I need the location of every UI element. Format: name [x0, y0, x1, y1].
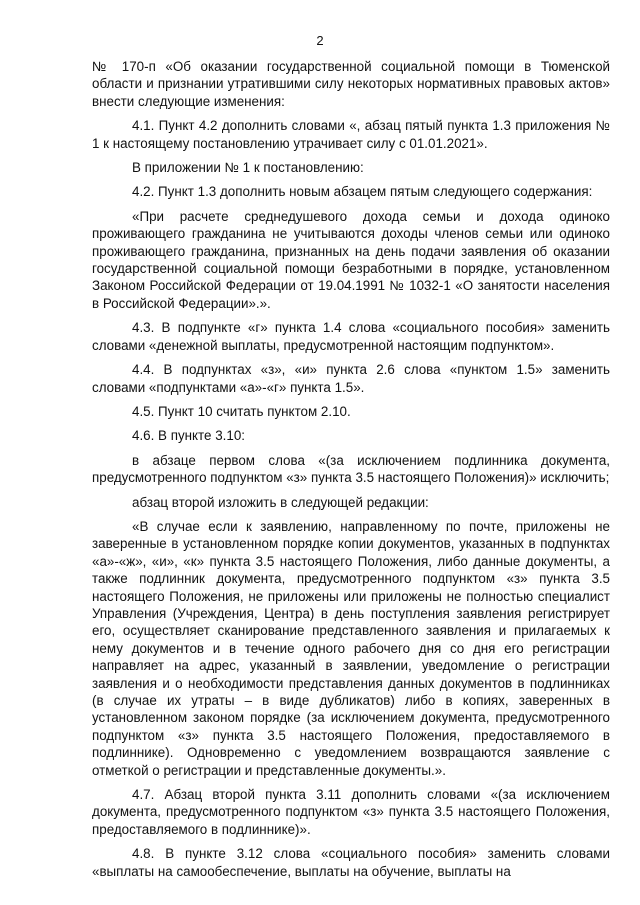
paragraph: абзац второй изложить в следующей редакции:	[132, 494, 429, 510]
paragraph: 4.3. В подпункте «г» пункта 1.4 слова «социального пособия» заменить словами «денежной выплаты, предусмотренной настоящим подпунктом».	[92, 320, 610, 353]
paragraph: «В случае если к заявлению, направленному по почте, приложены не заверенные в установленном порядке копии документов, указанных в подпунктах «а»-«ж», «и», «к» пункта 3.5 настоящего Положения, либо данные документы, а также подлинник документа, предусмотренного подпунктом «з» пункта 3.5 настоящего Положения, не приложены или приложены не полностью специалист Управления (Учреждения, Центра) в день поступления заявления регистрирует его, осуществляет сканирование представленного заявления и прилагаемых к нему документов и в течение одного рабочего дня со дня его регистрации направляет на адрес, указанный в заявлении, уведомление о регистрации заявления и о необходимости представления данных документов в подлинниках (в случае их утраты – в виде дубликатов) либо в копиях, заверенных в установленном законом порядке (за исключением документа, предусмотренного подпунктом «з» пункта 3.5 настоящего Положения, предоставляемого в подлиннике). Одновременно с уведомлением возвращаются заявление с отметкой о регистрации и представленные документы.».	[92, 518, 610, 778]
paragraph: 4.4. В подпунктах «з», «и» пункта 2.6 слова «пунктом 1.5» заменить словами «подпунктами «а»-«г» пункта 1.5».	[92, 362, 610, 395]
paragraph: 4.6. В пункте 3.10:	[132, 428, 245, 444]
paragraph: 4.8. В пункте 3.12 слова «социального пособия» заменить словами «выплаты на самообеспечение, выплаты на обучение, выплаты на	[92, 846, 610, 879]
paragraph: 4.1. Пункт 4.2 дополнить словами «, абзац пятый пункта 1.3 приложения № 1 к настоящему постановлению утрачивает силу с 01.01.2021».	[92, 118, 610, 151]
paragraph: в абзаце первом слова «(за исключением подлинника документа, предусмотренного подпунктом «з» пункта 3.5 настоящего Положения)» исключить;	[92, 452, 610, 486]
paragraph: 4.7. Абзац второй пункта 3.11 дополнить словами «(за исключением документа, предусмотренного подпунктом «з» пункта 3.5 настоящего Положения, предоставляемого в подлиннике)».	[92, 787, 610, 837]
paragraph: 4.2. Пункт 1.3 дополнить новым абзацем пятым следующего содержания:	[132, 184, 593, 200]
page-number: 2	[316, 33, 324, 48]
paragraph: 4.5. Пункт 10 считать пунктом 2.10.	[132, 403, 351, 419]
paragraph: № 170-п «Об оказании государственной социальной помощи в Тюменской области и признании утратившими силу некоторых нормативных правовых актов» внести следующие изменения:	[92, 59, 610, 109]
paragraph: В приложении № 1 к постановлению:	[132, 160, 364, 176]
paragraph: «При расчете среднедушевого дохода семьи и дохода одиноко проживающего гражданина не учитываются доходы членов семьи или одиноко проживающего гражданина, признанных на день подачи заявления об оказании государственной социальной помощи безработными в порядке, установленном Законом Российской Федерации от 19.04.1991 № 1032-1 «О занятости населения в Российской Федерации».».	[92, 208, 610, 311]
document-body	[92, 58, 610, 887]
